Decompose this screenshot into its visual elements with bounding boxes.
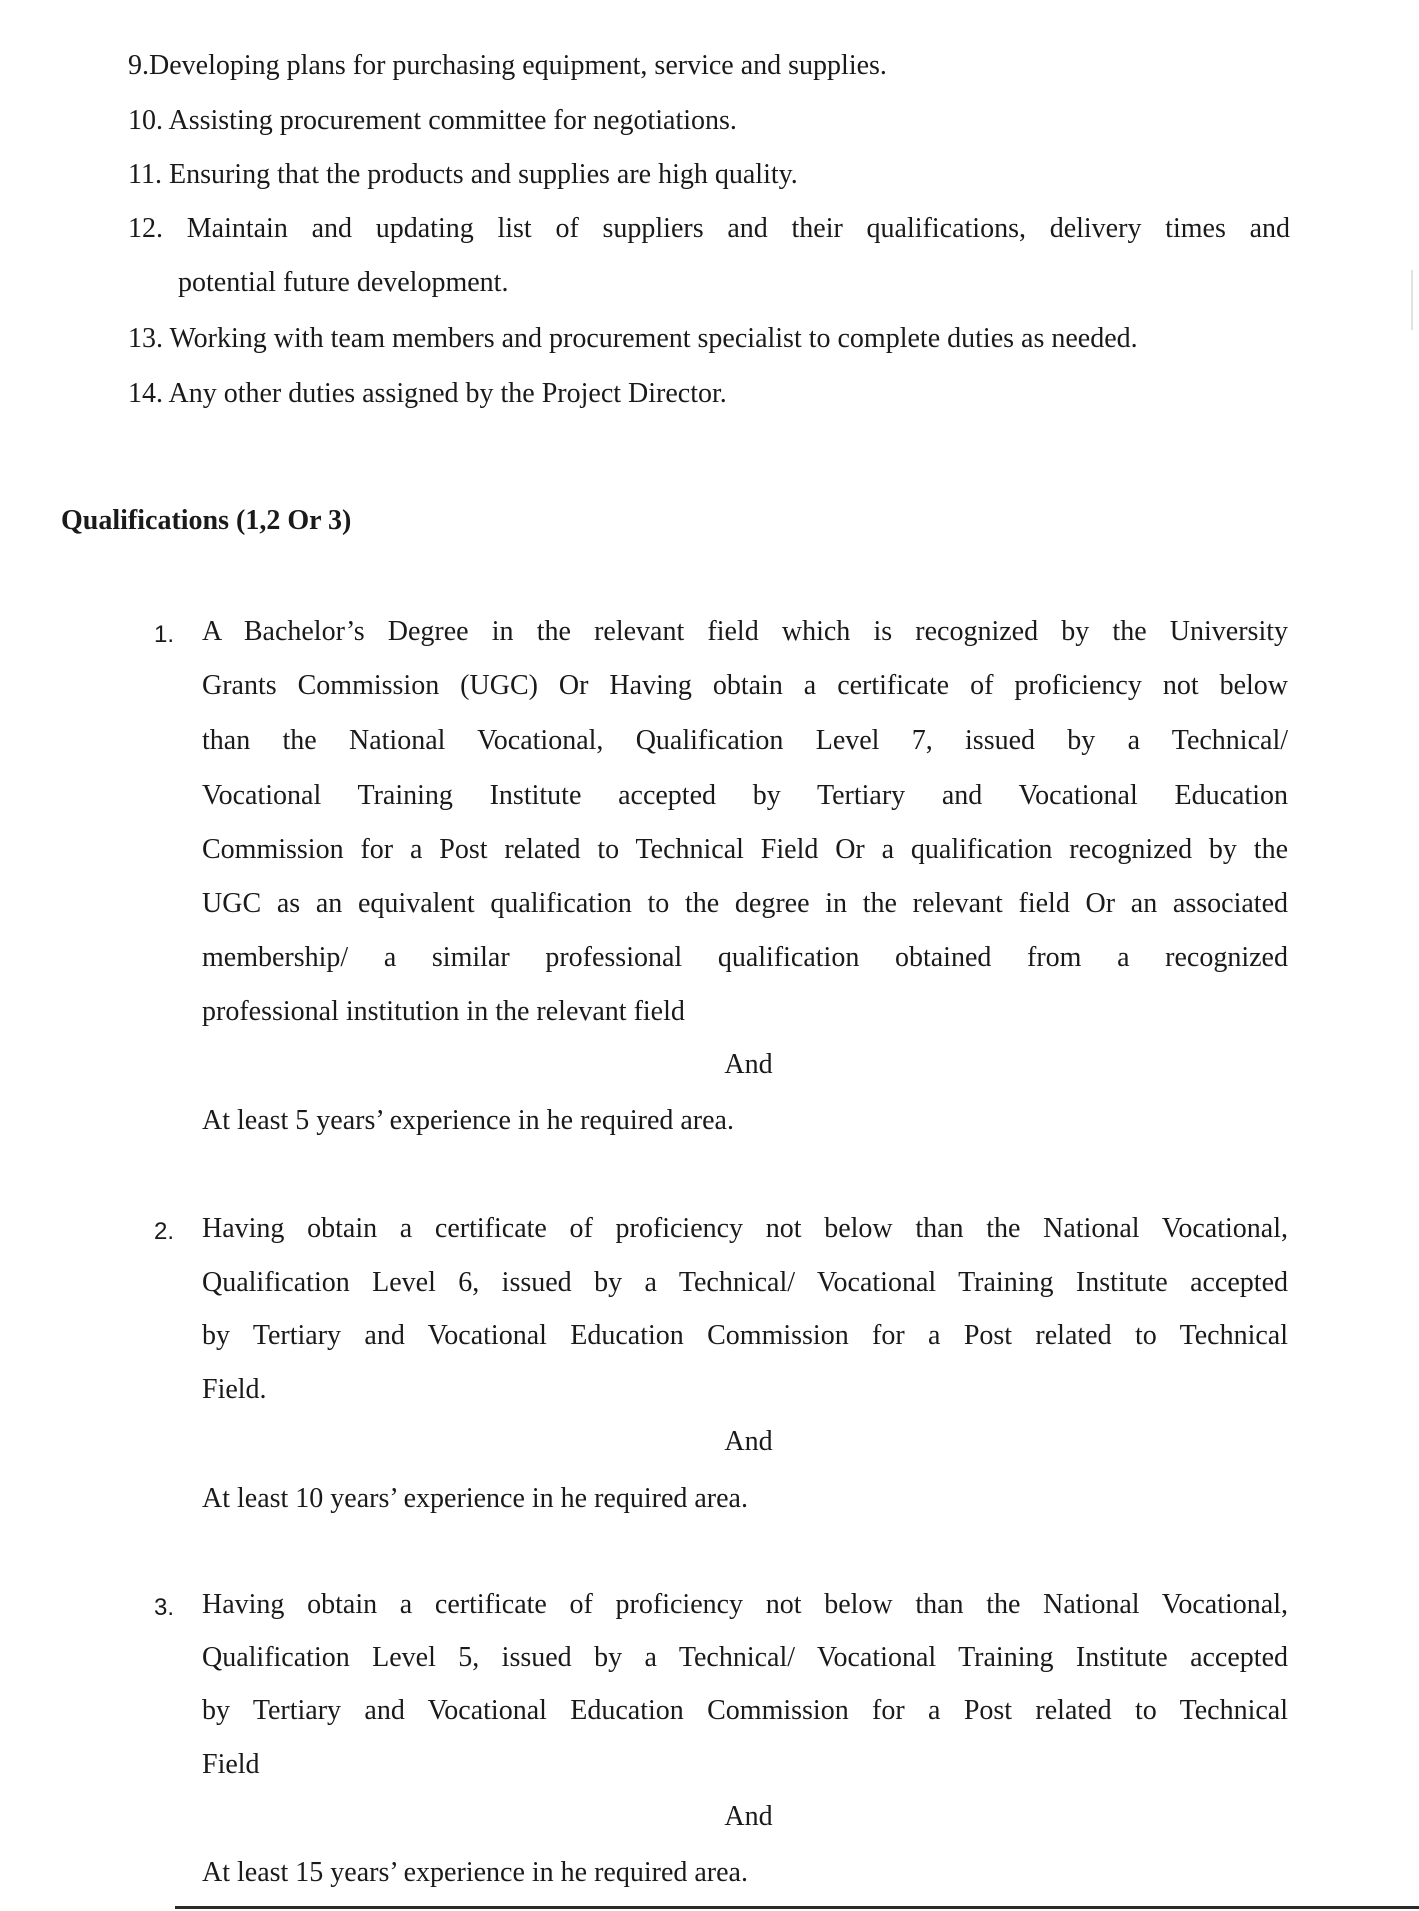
duty-number: 9. [128,50,149,81]
qualification-2-line: Qualification Level 6, issued by a Technical/ Vocational Training Institute accepted [202,1267,1288,1298]
qualification-3-line: Field [202,1749,260,1780]
qualification-1-line: Commission for a Post related to Technical Field Or a qualification recognized by the [202,834,1288,865]
qualification-number: 1. [154,621,175,648]
qualification-2-line: Field. [202,1374,267,1405]
duty-number: 14. [128,378,163,409]
qualification-1-line: UGC as an equivalent qualification to the degree in the relevant field Or an associated [202,888,1288,919]
duty-number: 13. [128,323,163,354]
experience-requirement: At least 15 years’ experience in he required area. [202,1857,748,1888]
qualification-1-line: membership/ a similar professional qualification obtained from a recognized [202,942,1288,973]
duty-item-12 [128,212,1290,246]
and-connector: And [724,1426,773,1457]
qualification-number: 3. [154,1594,175,1621]
scan-edge-mark [1411,270,1413,330]
duty-number: 12. [128,213,163,244]
duty-text: Working with team members and procurement specialist to complete duties as needed. [169,323,1138,354]
duty-text: Assisting procurement committee for negotiations. [168,105,737,136]
duty-number: 11. [128,159,162,190]
duty-item-13 [128,322,1138,356]
qualification-1-line: professional institution in the relevant field [202,996,685,1027]
qualifications-heading: Qualifications (1,2 Or 3) [61,505,352,536]
duty-item-11 [128,158,798,192]
and-connector: And [724,1801,773,1832]
qualification-2-line: Having obtain a certificate of proficiency not below than the National Vocational, [202,1213,1288,1244]
duty-item-9 [128,49,887,83]
and-connector: And [724,1049,773,1080]
experience-requirement: At least 5 years’ experience in he required area. [202,1105,734,1136]
duty-text: 12. Maintain and updating list of suppliers and their qualifications, delivery times and [128,213,1291,244]
duty-item-10 [128,104,737,138]
duty-text: Any other duties assigned by the Project Director. [168,378,727,409]
qualification-3-line: Having obtain a certificate of proficiency not below than the National Vocational, [202,1589,1288,1620]
duty-text: Ensuring that the products and supplies are high quality. [168,159,798,190]
qualification-1-line: than the National Vocational, Qualification Level 7, issued by a Technical/ [202,725,1288,756]
qualification-3-line: Qualification Level 5, issued by a Technical/ Vocational Training Institute accepted [202,1642,1288,1673]
experience-requirement: At least 10 years’ experience in he required area. [202,1483,748,1514]
duty-text: Developing plans for purchasing equipment, service and supplies. [149,50,887,81]
duty-text-continued: potential future development. [178,267,509,298]
qualification-2-line: by Tertiary and Vocational Education Commission for a Post related to Technical [202,1320,1288,1351]
duty-item-12-continued [178,266,508,300]
duty-item-14 [128,377,727,411]
qualification-number: 2. [154,1218,175,1245]
qualification-3-line: by Tertiary and Vocational Education Commission for a Post related to Technical [202,1695,1288,1726]
qualification-1-line: A Bachelor’s Degree in the relevant field which is recognized by the University [202,616,1288,647]
qualification-1-line: Vocational Training Institute accepted by Tertiary and Vocational Education [202,780,1288,811]
duty-number: 10. [128,105,163,136]
qualification-1-line: Grants Commission (UGC) Or Having obtain a certificate of proficiency not below [202,670,1288,701]
bottom-rule-divider [175,1906,1419,1909]
